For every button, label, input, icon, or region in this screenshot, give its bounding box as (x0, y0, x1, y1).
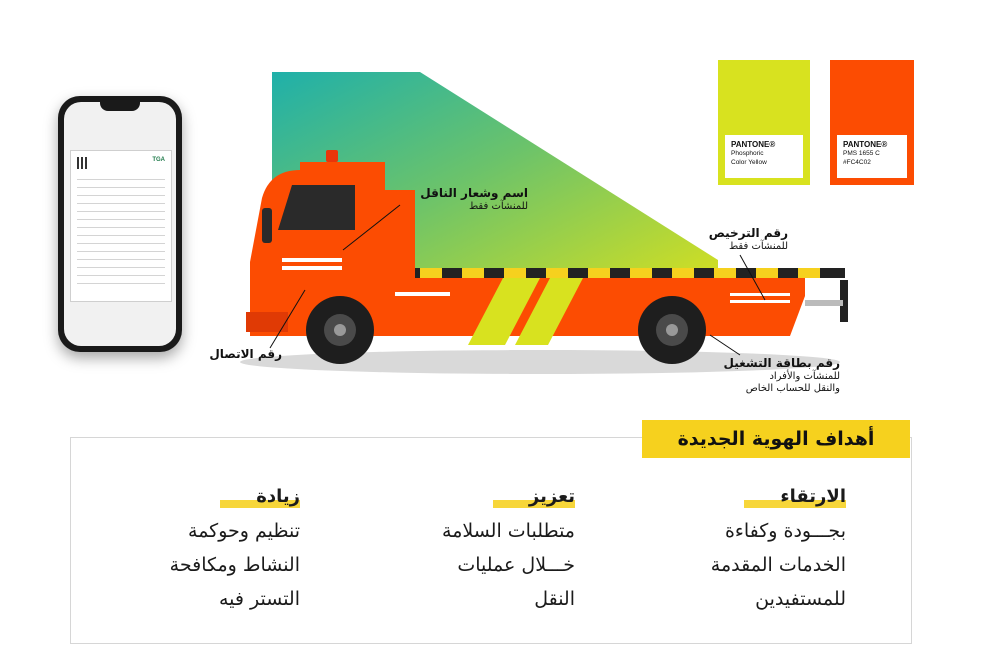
goal-line: متطلبات السلامة (442, 520, 575, 542)
goal-line: النشاط ومكافحة (169, 554, 300, 576)
goal-body (442, 514, 575, 616)
pantone-swatch-orange (830, 60, 914, 185)
callout-sub: للمنشآت فقط (468, 201, 528, 212)
swatch-line: #FC4C02 (843, 159, 871, 166)
swatch-brand: PANTONE® (843, 140, 888, 149)
callout-main: رقم الترخيص (708, 226, 788, 240)
goal-line: الخدمات المقدمة (710, 554, 846, 576)
leader-line (710, 335, 740, 355)
goal-line: خـــلال عمليات (457, 554, 575, 576)
callout-sub: والنقل للحساب الخاص (745, 383, 840, 394)
callout-contact-number (209, 347, 282, 362)
goal-line: تنظيم وحوكمة (188, 520, 300, 542)
goal-column-increase (170, 486, 300, 616)
goal-line: للمستفيدين (755, 588, 846, 610)
side-reflector (730, 300, 790, 303)
swatch-chip (725, 67, 803, 135)
side-reflector (395, 292, 450, 296)
beacon-light (326, 150, 338, 162)
callout-sub: للمنشآت والأفراد (769, 371, 840, 382)
goal-line: بجـــودة وكفاءة (724, 520, 846, 542)
rear-bar (805, 300, 843, 306)
callout-sub: للمنشآت فقط (728, 241, 788, 252)
doc-text-lines (77, 179, 165, 289)
goal-body (711, 514, 846, 616)
swatch-brand: PANTONE® (731, 140, 776, 149)
side-reflector (730, 293, 790, 296)
cab-reflector (282, 266, 342, 270)
swatch-info (837, 135, 907, 178)
side-mirror (262, 208, 272, 243)
goal-column-elevate (711, 486, 846, 616)
phone-notch (100, 102, 140, 111)
tga-logo: TGA (152, 157, 165, 163)
goals-title: أهداف الهوية الجديدة (642, 420, 910, 458)
swatch-line: PMS 1655 C (843, 150, 880, 157)
callout-main: رقم الاتصال (209, 347, 282, 361)
cab-roof (300, 162, 385, 172)
cab-reflector (282, 258, 342, 262)
swatch-chip (837, 67, 907, 135)
callout-main: اسم وشعار الناقل (420, 186, 528, 200)
pantone-swatch-yellow (718, 60, 810, 185)
goal-heading: الارتقاء (744, 486, 846, 508)
qr-code-icon (77, 157, 89, 169)
callout-main: رقم بطاقة التشغيل (723, 356, 840, 370)
phone-mockup (58, 96, 182, 352)
callout-license-number (709, 226, 788, 253)
front-wheel (306, 296, 374, 364)
goal-line: التستر فيه (218, 588, 300, 610)
rear-wheel (638, 296, 706, 364)
goal-body (170, 514, 300, 616)
goal-line: النقل (534, 588, 575, 610)
goal-heading: تعزيز (493, 486, 575, 508)
swatch-line: Phosphoric (731, 150, 764, 157)
goal-heading: زيادة (220, 486, 300, 508)
phone-screen (64, 102, 176, 346)
callout-operating-card (724, 356, 840, 395)
swatch-line: Color Yellow (731, 159, 767, 166)
swatch-info (725, 135, 803, 178)
operating-card-document (70, 150, 172, 302)
callout-carrier-name (420, 186, 528, 213)
goal-column-enhance (442, 486, 575, 616)
